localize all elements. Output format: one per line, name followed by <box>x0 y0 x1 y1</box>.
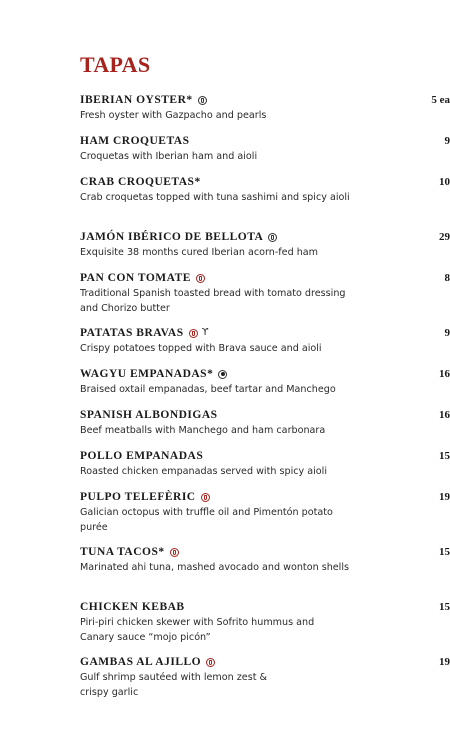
item-price: 29 <box>439 231 450 243</box>
dairy-icon <box>206 658 215 667</box>
spicy-icon <box>218 370 227 379</box>
item-description: Exquisite 38 months cured Iberian acorn-fed ham <box>80 247 319 258</box>
item-name: PAN CON TOMATE <box>80 272 191 284</box>
item-name: POLLO EMPANADAS <box>80 450 204 462</box>
item-name: WAGYU EMPANADAS* <box>80 368 214 380</box>
menu-item-iberian-oyster <box>80 92 450 133</box>
menu-item-patatas-bravas <box>80 325 450 366</box>
item-price: 15 <box>439 546 450 558</box>
menu-item-gambas-al-ajillo <box>80 654 450 704</box>
dairy-icon <box>189 329 198 338</box>
menu-item-jamon-iberico <box>80 229 450 270</box>
menu-item-wagyu-empanadas <box>80 366 450 407</box>
item-name: GAMBAS AL AJILLO <box>80 656 202 668</box>
item-description: Gulf shrimp sautéed with lemon zest & crispy garlic <box>80 672 267 698</box>
menu-item-spanish-albondigas <box>80 407 450 448</box>
menu-item-pulpo-teleferic <box>80 489 450 544</box>
item-price: 19 <box>439 491 450 503</box>
item-price: 9 <box>444 135 450 147</box>
gluten-free-icon <box>268 233 277 242</box>
menu-item-crab-croquetas <box>80 174 450 229</box>
item-description: Roasted chicken empanadas served with spicy aioli <box>80 466 327 477</box>
dairy-icon <box>196 274 205 283</box>
item-description: Crab croquetas topped with tuna sashimi and spicy aioli <box>80 192 350 203</box>
item-description: Crispy potatoes topped with Brava sauce and aioli <box>80 343 322 354</box>
item-name: SPANISH ALBONDIGAS <box>80 409 218 421</box>
item-name: CHICKEN KEBAB <box>80 601 185 613</box>
item-name: IBERIAN OYSTER* <box>80 94 193 106</box>
item-description: Piri-piri chicken skewer with Sofrito hummus and Canary sauce “mojo picón” <box>80 617 315 643</box>
menu-item-chicken-kebab <box>80 599 450 654</box>
vegetarian-leaf-icon: ϒ <box>201 327 209 338</box>
item-price: 8 <box>444 272 450 284</box>
menu-item-pollo-empanadas <box>80 448 450 489</box>
item-description: Fresh oyster with Gazpacho and pearls <box>80 110 267 121</box>
item-name: PATATAS BRAVAS <box>80 327 184 339</box>
item-name: PULPO TELEFÈRIC <box>80 491 196 503</box>
menu-item-ham-croquetas <box>80 133 450 174</box>
section-title: TAPAS <box>80 52 151 77</box>
item-description: Braised oxtail empanadas, beef tartar and Manchego <box>80 384 336 395</box>
item-name: CRAB CROQUETAS* <box>80 176 201 188</box>
menu-item-pan-con-tomate <box>80 270 450 325</box>
item-price: 16 <box>439 409 450 421</box>
item-description: Marinated ahi tuna, mashed avocado and wonton shells <box>80 562 350 573</box>
item-price: 5 ea <box>431 94 450 106</box>
item-description: Croquetas with Iberian ham and aioli <box>80 151 258 162</box>
item-price: 10 <box>439 176 450 188</box>
item-price: 19 <box>439 656 450 668</box>
dairy-icon <box>201 493 210 502</box>
seafood-icon <box>198 96 207 105</box>
item-description: Beef meatballs with Manchego and ham carbonara <box>80 425 326 436</box>
item-description: Traditional Spanish toasted bread with tomato dressing and Chorizo butter <box>80 288 346 314</box>
item-name: JAMÓN IBÉRICO DE BELLOTA <box>80 231 264 243</box>
item-price: 9 <box>444 327 450 339</box>
item-price: 16 <box>439 368 450 380</box>
item-description: Galician octopus with truffle oil and Pimentón potato purée <box>80 507 333 533</box>
dairy-icon <box>170 548 179 557</box>
menu-item-tuna-tacos <box>80 544 450 599</box>
item-name: TUNA TACOS* <box>80 546 165 558</box>
item-price: 15 <box>439 601 450 613</box>
item-price: 15 <box>439 450 450 462</box>
item-name: HAM CROQUETAS <box>80 135 190 147</box>
